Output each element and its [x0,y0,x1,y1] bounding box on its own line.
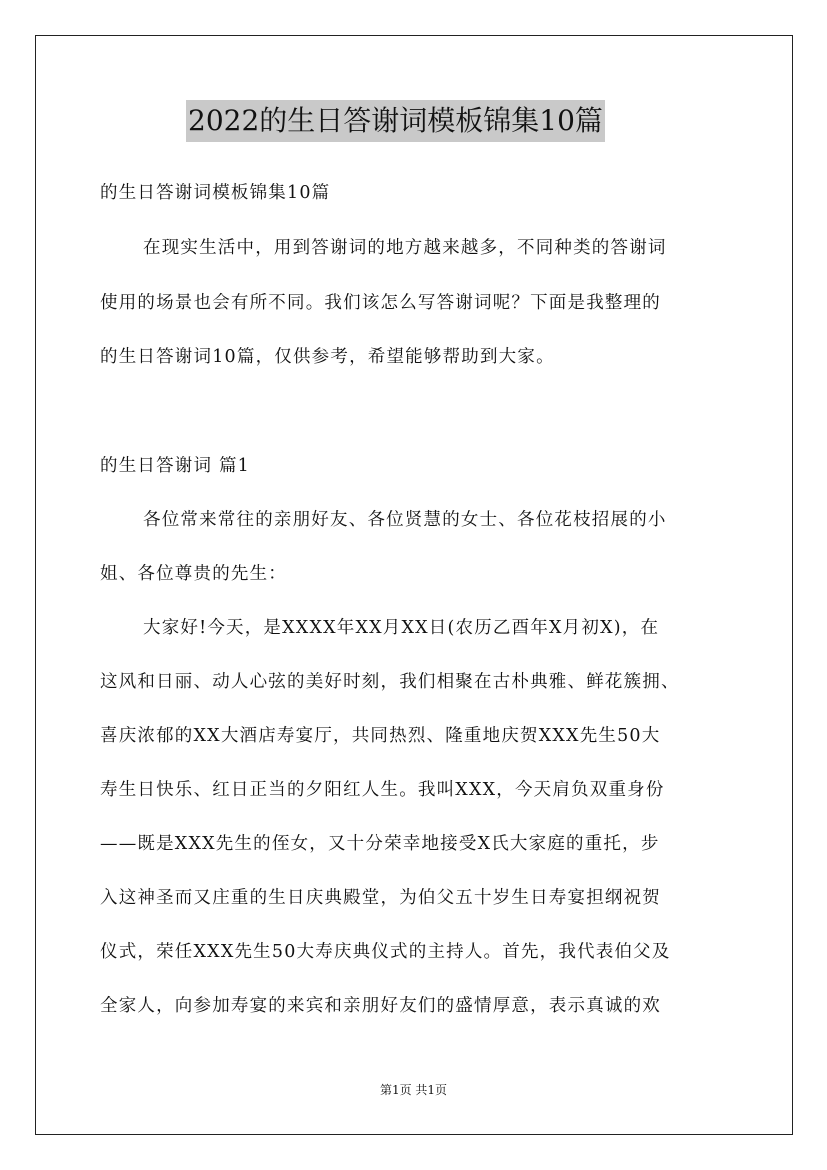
body-line-3: 大家好!今天，是XXXX年XX月XX日(农历乙酉年X月初X)，在 [143,618,660,638]
body-line-8: 入这神圣而又庄重的生日庆典殿堂，为伯父五十岁生日寿宴担纲祝贺 [100,888,661,908]
body-line-2: 姐、各位尊贵的先生： [100,564,287,584]
section-heading: 的生日答谢词 篇1 [100,456,250,476]
page-footer: 第1页 共1页 [379,1083,448,1097]
document-subtitle: 的生日答谢词模板锦集10篇 [100,183,331,203]
intro-line-2: 使用的场景也会有所不同。我们该怎么写答谢词呢？下面是我整理的 [100,293,661,313]
body-line-4: 这风和日丽、动人心弦的美好时刻，我们相聚在古朴典雅、鲜花簇拥、 [100,672,680,692]
body-line-1: 各位常来常往的亲朋好友、各位贤慧的女士、各位花枝招展的小 [143,510,667,530]
body-line-7: ——既是XXX先生的侄女，又十分荣幸地接受X氏大家庭的重托，步 [100,834,660,854]
body-line-6: 寿生日快乐、红日正当的夕阳红人生。我叫XXX，今天肩负双重身份 [100,780,665,800]
body-line-10: 全家人，向参加寿宴的来宾和亲朋好友们的盛情厚意，表示真诚的欢 [100,996,661,1016]
body-line-5: 喜庆浓郁的XX大酒店寿宴厅，共同热烈、隆重地庆贺XXX先生50大 [100,726,661,746]
document-title: 2022的生日答谢词模板锦集10篇 [186,100,605,142]
intro-line-1: 在现实生活中，用到答谢词的地方越来越多，不同种类的答谢词 [143,238,667,258]
body-line-9: 仪式，荣任XXX先生50大寿庆典仪式的主持人。首先，我代表伯父及 [100,942,671,962]
intro-line-3: 的生日答谢词10篇，仅供参考，希望能够帮助到大家。 [100,347,555,367]
